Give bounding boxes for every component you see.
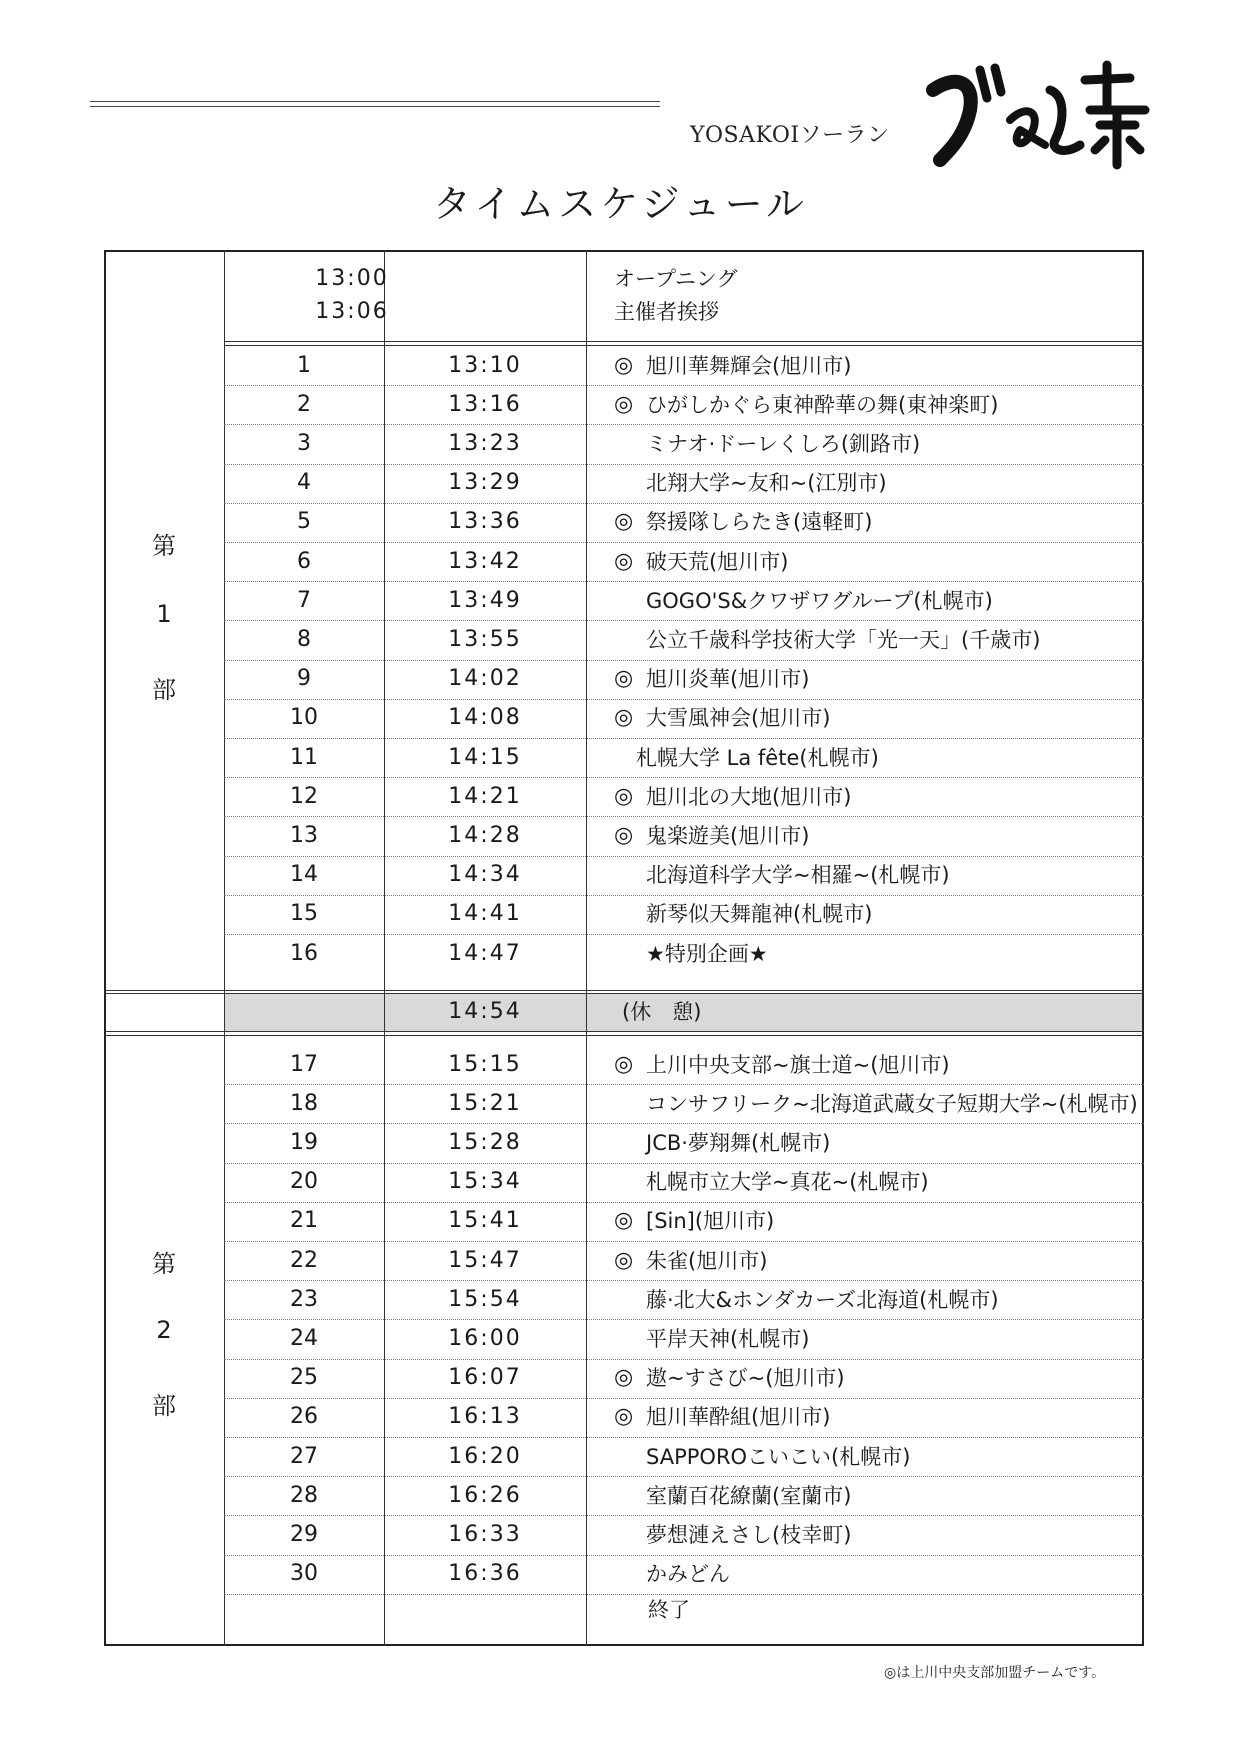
part1-row-time: 13:23 — [448, 431, 522, 456]
part1-team-name: 鬼楽遊美(旭川市) — [646, 824, 810, 848]
member-team-mark: ◎ — [614, 783, 634, 809]
part1-row-time: 14:41 — [448, 901, 522, 927]
part2-row-time: 16:20 — [448, 1443, 522, 1469]
part2-team-name: 旭川華酔組(旭川市) — [646, 1405, 831, 1430]
part1-row-number: 10 — [290, 705, 318, 731]
part2-label: 部 — [152, 1392, 176, 1420]
part1-row-rule — [224, 581, 1144, 582]
part2-team-name: 札幌市立大学~真花~(札幌市) — [646, 1170, 929, 1195]
part2-row-time: 15:54 — [448, 1286, 522, 1312]
part1-row-rule — [224, 542, 1144, 543]
part2-team-name: 遨~すさび~(旭川市) — [646, 1366, 845, 1391]
part2-row-number: 25 — [290, 1365, 318, 1391]
part1-team-name: 旭川北の大地(旭川市) — [646, 784, 852, 809]
part2-team-name: コンサフリーク~北海道武蔵女子短期大学~(札幌市) — [646, 1091, 1138, 1116]
part1-row-time: 13:49 — [448, 587, 522, 613]
break-end-rule — [104, 1035, 1144, 1036]
part1-row-time: 13:55 — [448, 627, 522, 652]
part2-row-number: 23 — [290, 1286, 318, 1312]
part2-row-rule — [224, 1319, 1144, 1320]
part1-row-rule — [224, 620, 1144, 621]
part1-row-time: 13:16 — [448, 391, 522, 417]
part2-row-number: 18 — [290, 1090, 318, 1116]
part1-row-time: 14:15 — [448, 744, 522, 770]
part1-end-rule — [104, 990, 1144, 991]
part1-team-name: 公立千歳科学技術大学「光一天」(千歳市) — [646, 628, 1041, 652]
part2-team-name: [Sin](旭川市) — [646, 1209, 775, 1234]
footnote: ◎は上川中央支部加盟チームです。 — [884, 1665, 1106, 1681]
part2-row-number: 21 — [290, 1208, 318, 1234]
part1-row-time: 14:02 — [448, 666, 522, 692]
opening-item: オープニング — [614, 267, 738, 291]
part2-team-name: 藤·北大&ホンダカーズ北海道(札幌市) — [646, 1287, 999, 1312]
part1-row-rule — [224, 738, 1144, 739]
part2-row-number: 24 — [290, 1326, 318, 1351]
part1-row-number: 14 — [290, 862, 318, 888]
part2-row-rule — [224, 1359, 1144, 1360]
closing-item: 終了 — [648, 1598, 690, 1622]
part2-row-number: 17 — [290, 1051, 318, 1077]
part2-row-time: 16:26 — [448, 1482, 522, 1508]
part2-team-name: 朱雀(旭川市) — [646, 1248, 768, 1273]
schedule-title: タイムスケジュール — [433, 182, 808, 226]
part1-team-name: ミナオ·ドーレくしろ(釧路市) — [646, 432, 921, 456]
part2-row-rule — [224, 1202, 1144, 1203]
part1-team-name: 北翔大学~友和~(江別市) — [646, 471, 887, 496]
part1-team-name: 新琴似天舞龍神(札幌市) — [646, 902, 873, 927]
part2-row-rule — [224, 1594, 1144, 1595]
part1-team-name: 旭川華舞輝会(旭川市) — [646, 353, 852, 378]
part1-team-name: 破天荒(旭川市) — [646, 549, 789, 574]
part1-row-rule — [224, 895, 1144, 896]
part1-row-number: 3 — [297, 431, 311, 456]
kamidon-festival-logo — [915, 50, 1165, 175]
opening-time: 13:00 — [315, 266, 389, 291]
part1-row-rule — [224, 816, 1144, 817]
part2-row-rule — [224, 1437, 1144, 1438]
part1-row-number: 2 — [297, 391, 311, 417]
part1-row-number: 12 — [290, 783, 318, 809]
part2-row-time: 15:28 — [448, 1130, 522, 1155]
part2-row-time: 16:13 — [448, 1404, 522, 1430]
part1-team-name: 北海道科学大学~相羅~(札幌市) — [646, 863, 950, 888]
part2-team-name: SAPPOROこいこい(札幌市) — [646, 1444, 911, 1469]
part1-row-time: 14:47 — [448, 940, 522, 966]
part2-row-time: 15:34 — [448, 1169, 522, 1195]
opening-item: 主催者挨拶 — [614, 300, 719, 324]
part1-team-name: 旭川炎華(旭川市) — [646, 667, 810, 692]
part2-row-time: 16:36 — [448, 1561, 522, 1587]
part1-row-number: 7 — [297, 587, 311, 613]
part2-row-time: 15:47 — [448, 1247, 522, 1273]
part1-row-rule — [224, 464, 1144, 465]
part2-row-time: 15:21 — [448, 1090, 522, 1116]
part1-row-time: 14:28 — [448, 823, 522, 848]
part2-row-number: 26 — [290, 1404, 318, 1430]
part2-row-rule — [224, 1398, 1144, 1399]
opening-rule — [224, 345, 1144, 346]
member-team-mark: ◎ — [614, 391, 634, 417]
part2-row-number: 29 — [290, 1522, 318, 1547]
part1-row-rule — [224, 424, 1144, 425]
part2-row-number: 22 — [290, 1247, 318, 1273]
member-team-mark: ◎ — [614, 666, 634, 692]
break-label: (休 憩) — [622, 1000, 702, 1024]
member-team-mark: ◎ — [614, 509, 634, 535]
part1-row-time: 14:34 — [448, 862, 522, 888]
part1-row-number: 13 — [290, 823, 318, 848]
part2-row-time: 16:07 — [448, 1365, 522, 1391]
header-rule — [90, 101, 660, 102]
part1-row-number: 8 — [297, 627, 311, 652]
part2-row-number: 19 — [290, 1130, 318, 1155]
part1-row-rule — [224, 777, 1144, 778]
member-team-mark: ◎ — [614, 1404, 634, 1430]
member-team-mark: ◎ — [614, 1208, 634, 1234]
part1-team-name: 大雪風神会(旭川市) — [646, 706, 831, 731]
part2-row-rule — [224, 1280, 1144, 1281]
part2-team-name: 上川中央支部~旗士道~(旭川市) — [646, 1052, 950, 1077]
part2-row-rule — [224, 1123, 1144, 1124]
part1-team-name: ★特別企画★ — [646, 941, 768, 966]
member-team-mark: ◎ — [614, 548, 634, 574]
part1-row-rule — [224, 660, 1144, 661]
part1-row-number: 4 — [297, 470, 311, 496]
member-team-mark: ◎ — [614, 352, 634, 378]
member-team-mark: ◎ — [614, 1051, 634, 1077]
part2-row-rule — [224, 1555, 1144, 1556]
part1-team-name: GOGO'S&クワザワグループ(札幌市) — [646, 588, 993, 613]
part1-row-rule — [224, 856, 1144, 857]
break-end-rule — [104, 1031, 1144, 1032]
part2-row-number: 30 — [290, 1561, 318, 1587]
part2-row-rule — [224, 1515, 1144, 1516]
part1-label: 1 — [156, 600, 172, 628]
part1-row-rule — [224, 385, 1144, 386]
opening-time: 13:06 — [315, 299, 389, 324]
part2-row-rule — [224, 1241, 1144, 1242]
part1-row-time: 13:29 — [448, 470, 522, 496]
event-subtitle: YOSAKOIソーラン — [690, 123, 890, 148]
part2-row-time: 15:41 — [448, 1208, 522, 1234]
part2-row-time: 16:00 — [448, 1326, 522, 1351]
part1-row-number: 11 — [290, 744, 318, 770]
part2-row-rule — [224, 1084, 1144, 1085]
part1-team-name: ひがしかぐら東神酔華の舞(東神楽町) — [646, 392, 999, 417]
member-team-mark: ◎ — [614, 1247, 634, 1273]
part1-row-number: 6 — [297, 548, 311, 574]
part1-row-time: 13:10 — [448, 352, 522, 378]
break-time: 14:54 — [448, 999, 522, 1024]
part2-row-rule — [224, 1163, 1144, 1164]
part1-row-rule — [224, 699, 1144, 700]
member-team-mark: ◎ — [614, 705, 634, 731]
part2-row-number: 28 — [290, 1482, 318, 1508]
part1-team-name: 祭援隊しらたき(遠軽町) — [646, 510, 873, 535]
member-team-mark: ◎ — [614, 823, 634, 848]
part1-row-number: 5 — [297, 509, 311, 535]
part1-row-number: 9 — [297, 666, 311, 692]
part1-row-time: 13:36 — [448, 509, 522, 535]
member-team-mark: ◎ — [614, 1365, 634, 1391]
part2-team-name: かみどん — [646, 1562, 730, 1587]
part2-row-time: 16:33 — [448, 1522, 522, 1547]
part1-row-time: 13:42 — [448, 548, 522, 574]
part1-row-rule — [224, 503, 1144, 504]
part2-team-name: 夢想漣えさし(枝幸町) — [646, 1523, 852, 1547]
part2-label: 2 — [156, 1316, 172, 1344]
part2-row-rule — [224, 1476, 1144, 1477]
part1-row-number: 15 — [290, 901, 318, 927]
part1-row-number: 1 — [297, 352, 311, 378]
part2-row-number: 20 — [290, 1169, 318, 1195]
header-rule — [90, 106, 660, 107]
part2-team-name: 平岸天神(札幌市) — [646, 1327, 810, 1351]
part1-row-number: 16 — [290, 940, 318, 966]
part2-label: 第 — [152, 1250, 176, 1278]
part1-row-time: 14:21 — [448, 783, 522, 809]
part1-end-rule — [104, 993, 1144, 994]
part1-label: 部 — [152, 676, 176, 704]
part2-team-name: JCB·夢翔舞(札幌市) — [646, 1131, 831, 1155]
part1-row-time: 14:08 — [448, 705, 522, 731]
part1-label: 第 — [152, 532, 176, 560]
part2-row-number: 27 — [290, 1443, 318, 1469]
part2-team-name: 室蘭百花繚蘭(室蘭市) — [646, 1483, 852, 1508]
part1-row-rule — [224, 934, 1144, 935]
part2-row-time: 15:15 — [448, 1051, 522, 1077]
part1-team-name: 札幌大学 La fête(札幌市) — [636, 745, 879, 770]
opening-rule — [224, 341, 1144, 342]
